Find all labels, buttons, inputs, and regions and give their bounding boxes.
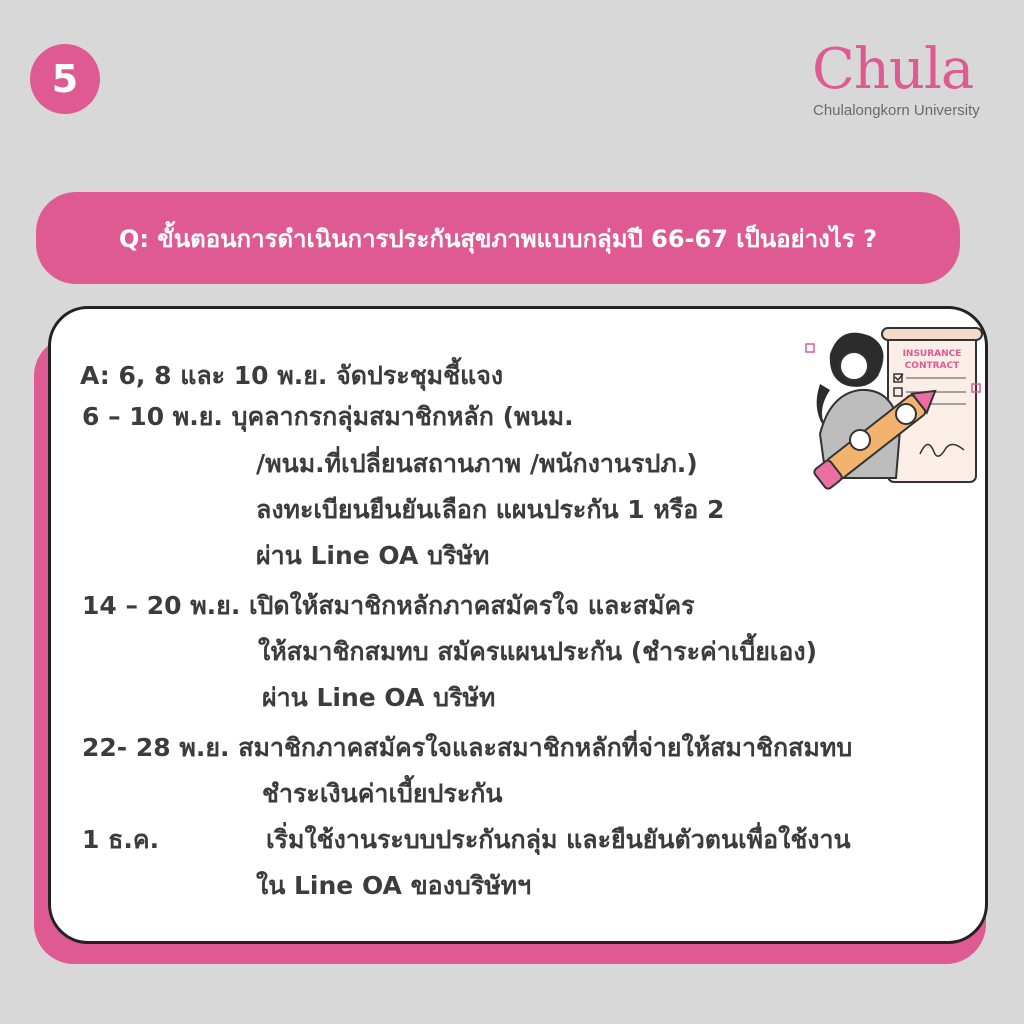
answer-line: 6 – 10 พ.ย. บุคลากรกลุ่มสมาชิกหลัก (พนม.	[82, 402, 574, 431]
contract-title-line1: INSURANCE	[902, 349, 962, 359]
answer-line: ลงทะเบียนยืนยันเลือก แผนประกัน 1 หรือ 2	[256, 495, 725, 524]
logo-subtitle: Chulalongkorn University	[813, 102, 980, 119]
answer-line: ผ่าน Line OA บริษัท	[256, 541, 490, 570]
chula-logo	[808, 37, 993, 130]
answer-line: ใน Line OA ของบริษัทฯ	[256, 871, 532, 900]
answer-line: A: 6, 8 และ 10 พ.ย. จัดประชุมชี้แจง	[80, 361, 504, 390]
insurance-contract-illustration	[790, 314, 990, 490]
answer-line: 1 ธ.ค.	[82, 825, 160, 854]
logo-wordmark: Chula	[812, 37, 974, 102]
answer-line: ผ่าน Line OA บริษัท	[262, 683, 496, 712]
answer-line: /พนม.ที่เปลี่ยนสถานภาพ /พนักงานรปภ.)	[256, 449, 698, 478]
answer-line: ให้สมาชิกสมทบ สมัครแผนประกัน (ชำระค่าเบี้ยเอง)	[258, 637, 818, 666]
answer-line: 14 – 20 พ.ย. เปิดให้สมาชิกหลักภาคสมัครใจ และสมัคร	[82, 591, 695, 620]
step-number-badge: 5	[30, 44, 100, 114]
question-banner	[36, 192, 960, 284]
answer-line: ชำระเงินค่าเบี้ยประกัน	[262, 779, 503, 808]
answer-line: 22- 28 พ.ย. สมาชิกภาคสมัครใจและสมาชิกหลักที่จ่ายให้สมาชิกสมทบ	[82, 733, 853, 762]
contract-title-line2: CONTRACT	[904, 361, 960, 371]
question-text: Q: ขั้นตอนการดำเนินการประกันสุขภาพแบบกลุ่มปี 66-67 เป็นอย่างไร ?	[118, 224, 878, 253]
answer-line: เริ่มใช้งานระบบประกันกลุ่ม และยืนยันตัวตนเพื่อใช้งาน	[266, 825, 851, 854]
